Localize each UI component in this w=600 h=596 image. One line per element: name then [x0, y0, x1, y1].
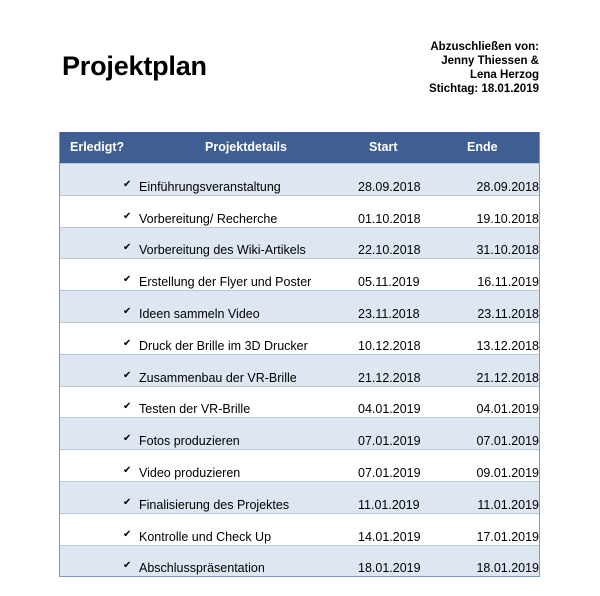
task-end: 04.01.2019 — [476, 402, 539, 417]
checkmark-icon: ✔ — [123, 464, 132, 476]
checkmark-icon: ✔ — [123, 242, 132, 254]
task-end: 13.12.2018 — [476, 338, 539, 353]
task-name: Vorbereitung des Wiki-Artikels — [139, 243, 306, 258]
task-name: Video produzieren — [139, 465, 241, 480]
task-end: 16.11.2019 — [477, 275, 539, 290]
task-end: 19.10.2018 — [476, 211, 539, 226]
checkmark-icon: ✔ — [123, 337, 132, 349]
task-end: 23.11.2018 — [477, 306, 539, 321]
task-end: 18.01.2019 — [476, 561, 539, 576]
table-row — [60, 449, 539, 481]
table-row — [60, 258, 539, 290]
table-row — [60, 417, 539, 449]
table-row — [60, 322, 539, 354]
meta-assigned-label: Abzuschließen von: — [430, 41, 539, 53]
checkmark-icon: ✔ — [123, 369, 132, 381]
table-row — [60, 545, 539, 577]
task-name: Ideen sammeln Video — [139, 306, 260, 321]
table-header — [60, 132, 539, 163]
task-name: Finalisierung des Projektes — [139, 497, 290, 512]
checkmark-icon: ✔ — [123, 274, 132, 286]
table-row — [60, 513, 539, 545]
table-body — [60, 163, 539, 576]
task-end: 09.01.2019 — [476, 465, 539, 480]
table-row — [60, 354, 539, 386]
table-row — [60, 290, 539, 322]
task-end: 28.09.2018 — [476, 179, 539, 194]
checkmark-icon: ✔ — [123, 305, 132, 317]
task-end: 31.10.2018 — [476, 243, 539, 258]
task-start: 07.01.2019 — [358, 434, 421, 449]
table-row — [60, 481, 539, 513]
task-end: 17.01.2019 — [476, 529, 539, 544]
task-start: 07.01.2019 — [358, 465, 421, 480]
task-start: 05.11.2019 — [358, 275, 420, 290]
table-row — [60, 195, 539, 227]
header-start: Start — [369, 140, 398, 154]
task-name: Fotos produzieren — [139, 434, 240, 449]
project-meta — [429, 40, 539, 96]
task-end: 11.01.2019 — [477, 497, 539, 512]
task-start: 22.10.2018 — [358, 243, 421, 258]
task-start: 11.01.2019 — [358, 497, 420, 512]
task-start: 23.11.2018 — [358, 306, 420, 321]
task-end: 07.01.2019 — [476, 434, 539, 449]
task-name: Abschlusspräsentation — [139, 561, 265, 576]
task-name: Druck der Brille im 3D Drucker — [139, 338, 308, 353]
table-row — [60, 227, 539, 259]
task-name: Kontrolle und Check Up — [139, 529, 272, 544]
project-table — [59, 132, 540, 577]
header-end: Ende — [467, 140, 498, 154]
checkmark-icon: ✔ — [123, 433, 132, 445]
task-name: Einführungsveranstaltung — [139, 179, 281, 194]
header-details: Projektdetails — [205, 140, 287, 154]
task-end: 21.12.2018 — [476, 370, 539, 385]
task-name: Erstellung der Flyer und Poster — [139, 275, 312, 290]
table-row — [60, 386, 539, 418]
task-start: 01.10.2018 — [358, 211, 421, 226]
page-title: Projektplan — [62, 51, 207, 81]
checkmark-icon: ✔ — [123, 560, 132, 572]
checkmark-icon: ✔ — [123, 210, 132, 222]
meta-deadline: Stichtag: 18.01.2019 — [429, 83, 539, 95]
checkmark-icon: ✔ — [123, 496, 132, 508]
checkmark-icon: ✔ — [123, 178, 132, 190]
task-start: 18.01.2019 — [358, 561, 421, 576]
task-start: 10.12.2018 — [358, 338, 421, 353]
table-row — [60, 163, 539, 195]
task-start: 28.09.2018 — [358, 179, 421, 194]
checkmark-icon: ✔ — [123, 528, 132, 540]
task-start: 21.12.2018 — [358, 370, 421, 385]
meta-assignee-2: Lena Herzog — [469, 69, 539, 81]
checkmark-icon: ✔ — [123, 401, 132, 413]
meta-assignee-1: Jenny Thiessen & — [441, 55, 539, 67]
header-done: Erledigt? — [70, 140, 125, 154]
task-start: 14.01.2019 — [358, 529, 421, 544]
task-name: Zusammenbau der VR-Brille — [139, 370, 297, 385]
task-name: Testen der VR-Brille — [139, 402, 251, 417]
task-name: Vorbereitung/ Recherche — [139, 211, 278, 226]
task-start: 04.01.2019 — [358, 402, 421, 417]
